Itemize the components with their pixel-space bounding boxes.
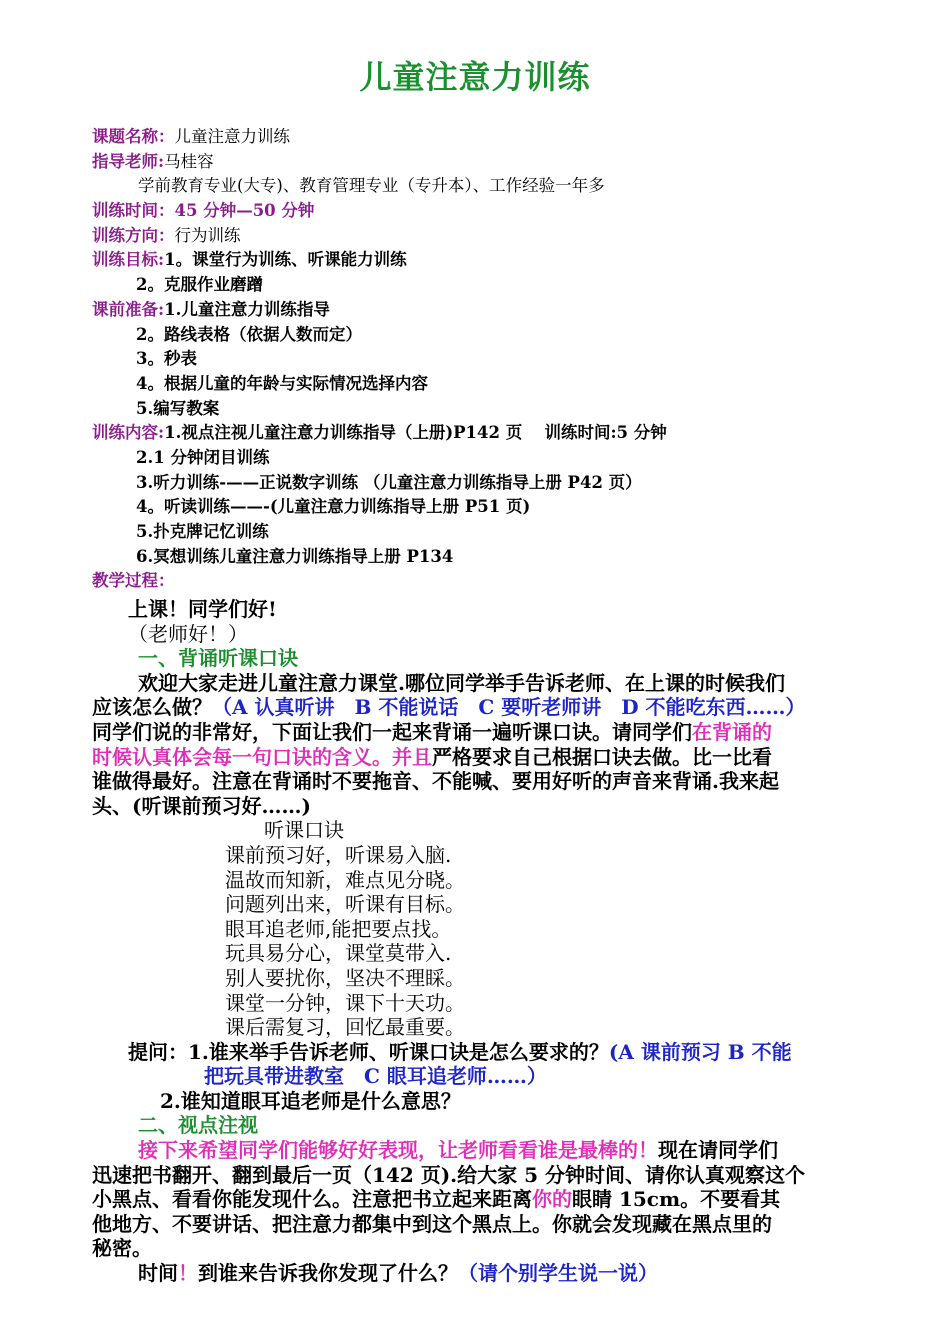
highlight-run: 你的: [532, 1187, 572, 1212]
poem-line: 玩具易分心，课堂莫带入.: [225, 941, 452, 966]
prep-item: 4。根据儿童的年龄与实际情况选择内容: [136, 373, 428, 393]
topic-label: 课题名称：: [92, 127, 175, 146]
answer-options: (A 课前预习 B 不能: [608, 1039, 792, 1064]
topic-value: 儿童注意力训练: [174, 127, 290, 146]
paragraph-line: 迅速把书翻开、翻到最后一页（142 页).给大家 5 分钟时间、请你认真观察这个: [92, 1162, 805, 1187]
poem-line: 课前预习好，听课易入脑.: [225, 842, 452, 867]
direction-value: 行为训练: [174, 225, 241, 245]
teacher-value: 马桂容: [164, 151, 214, 171]
document-title: 儿童注意力训练: [359, 58, 591, 96]
paragraph-line: 头、(听课前预习好……): [92, 793, 311, 818]
prep-item: 5.编写教案: [136, 398, 220, 418]
paragraph-line: [92, 720, 860, 745]
goal-line: [92, 248, 872, 273]
highlight-run: 接下来希望同学们能够好好表现，让老师看看谁是最棒的！: [138, 1138, 658, 1163]
content-item: 1.视点注视儿童注意力训练指导（上册)P142 页 训练时间:5 分钟: [164, 423, 667, 443]
paragraph-line: 他地方、不要讲话、把注意力都集中到这个黑点上。你就会发现藏在黑点里的: [92, 1211, 772, 1236]
text-run: 到谁来告诉我你发现了什么？: [198, 1261, 458, 1286]
lesson-body: [92, 597, 860, 1286]
text-run: 现在请同学们: [658, 1138, 778, 1163]
section-heading-2: 二、视点注视: [138, 1113, 258, 1138]
teacher-bio: 学前教育专业(大专)、教育管理专业（专升本）、工作经验一年多: [138, 176, 605, 196]
content-item: 4。听读训练——-(儿童注意力训练指导上册 P51 页): [136, 497, 531, 517]
highlight-run: 在背诵的: [692, 719, 772, 744]
highlight-run: 时候认真体会每一句口诀的含义。并且: [92, 744, 432, 769]
question-2: 2.谁知道眼耳追老师是什么意思？: [160, 1088, 461, 1113]
content-item: 2.1 分钟闭目训练: [136, 447, 270, 467]
paragraph-line: [92, 1138, 860, 1163]
answer-options: （A 认真听讲 B 不能说话 C 要听老师讲 D 不能吃东西……）: [212, 695, 806, 720]
paragraph-line: [92, 695, 860, 720]
goal-item: 2。克服作业磨蹭: [136, 275, 263, 295]
prep-item: 2。路线表格（依据人数而定）: [136, 324, 362, 344]
direction-line: [92, 224, 872, 249]
paragraph-line: [92, 745, 860, 770]
teacher-label: 指导老师:: [92, 151, 165, 171]
highlight-run: ！: [178, 1261, 198, 1286]
text-run: 同学们说的非常好，下面让我们一起来背诵一遍听课口诀。请同学们: [92, 719, 692, 744]
topic-line: [92, 125, 872, 150]
content-line: [92, 421, 872, 446]
text-run: 严格要求自己根据口诀去做。比一比看: [432, 744, 772, 769]
question-1: [92, 1040, 860, 1065]
prep-item: 1.儿童注意力训练指导: [164, 299, 330, 319]
content-item: 5.扑克牌记忆训练: [136, 522, 269, 541]
poem-line: 问题列出来，听课有目标。: [225, 892, 465, 917]
prep-label: 课前准备:: [92, 299, 165, 319]
process-label: 教学过程：: [92, 571, 175, 591]
content-label: 训练内容:: [92, 423, 165, 443]
goal-label: 训练目标:: [92, 250, 165, 270]
poem-line: 别人要扰你，坚决不理睬。: [225, 965, 465, 990]
content-item: 3.听力训练-——正说数字训练 （儿童注意力训练指导上册 P42 页）: [136, 472, 642, 492]
poem-line: 课后需复习，回忆最重要。: [225, 1015, 465, 1040]
reply: （老师好！）: [128, 621, 248, 646]
text-run: 时间: [138, 1261, 178, 1286]
section-heading-1: 一、背诵听课口诀: [138, 646, 298, 671]
prep-line: [92, 298, 872, 323]
greeting: 上课！同学们好!: [128, 597, 277, 621]
paragraph-line: 秘密。: [92, 1236, 152, 1261]
poem-title: 听课口诀: [264, 818, 344, 843]
question-text: 提问：1.谁来举手告诉老师、听课口诀是怎么要求的？: [128, 1039, 609, 1064]
content-item: 6.冥想训练儿童注意力训练指导上册 P134: [136, 546, 454, 566]
instruction-note: （请个别学生说一说）: [458, 1261, 658, 1286]
paragraph-line: [92, 1187, 860, 1212]
poem-line: 温故而知新，难点见分晓。: [225, 867, 465, 892]
paragraph-line: [92, 1261, 860, 1286]
teacher-line: [92, 150, 872, 175]
direction-label: 训练方向：: [92, 225, 175, 245]
text-run: 应该怎么做？: [92, 695, 212, 720]
paragraph-line: 谁做得最好。注意在背诵时不要拖音、不能喊、要用好听的声音来背诵.我来起: [92, 769, 779, 794]
goal-item: 1。课堂行为训练、听课能力训练: [164, 250, 407, 270]
prep-item: 3。秒表: [136, 349, 197, 369]
paragraph-line: 欢迎大家走进儿童注意力课堂.哪位同学举手告诉老师、在上课的时候我们: [138, 670, 785, 695]
text-run: 眼睛 15cm。不要看其: [572, 1187, 781, 1212]
lesson-metadata: [92, 125, 872, 594]
answer-options: 把玩具带进教室 C 眼耳追老师……）: [204, 1064, 547, 1089]
text-run: 小黑点、看看你能发现什么。注意把书立起来距离: [92, 1187, 532, 1212]
poem-line: 课堂一分钟，课下十天功。: [225, 990, 465, 1015]
poem-line: 眼耳追老师,能把要点找。: [225, 916, 452, 941]
time-line: 训练时间：45 分钟—50 分钟: [92, 201, 315, 221]
